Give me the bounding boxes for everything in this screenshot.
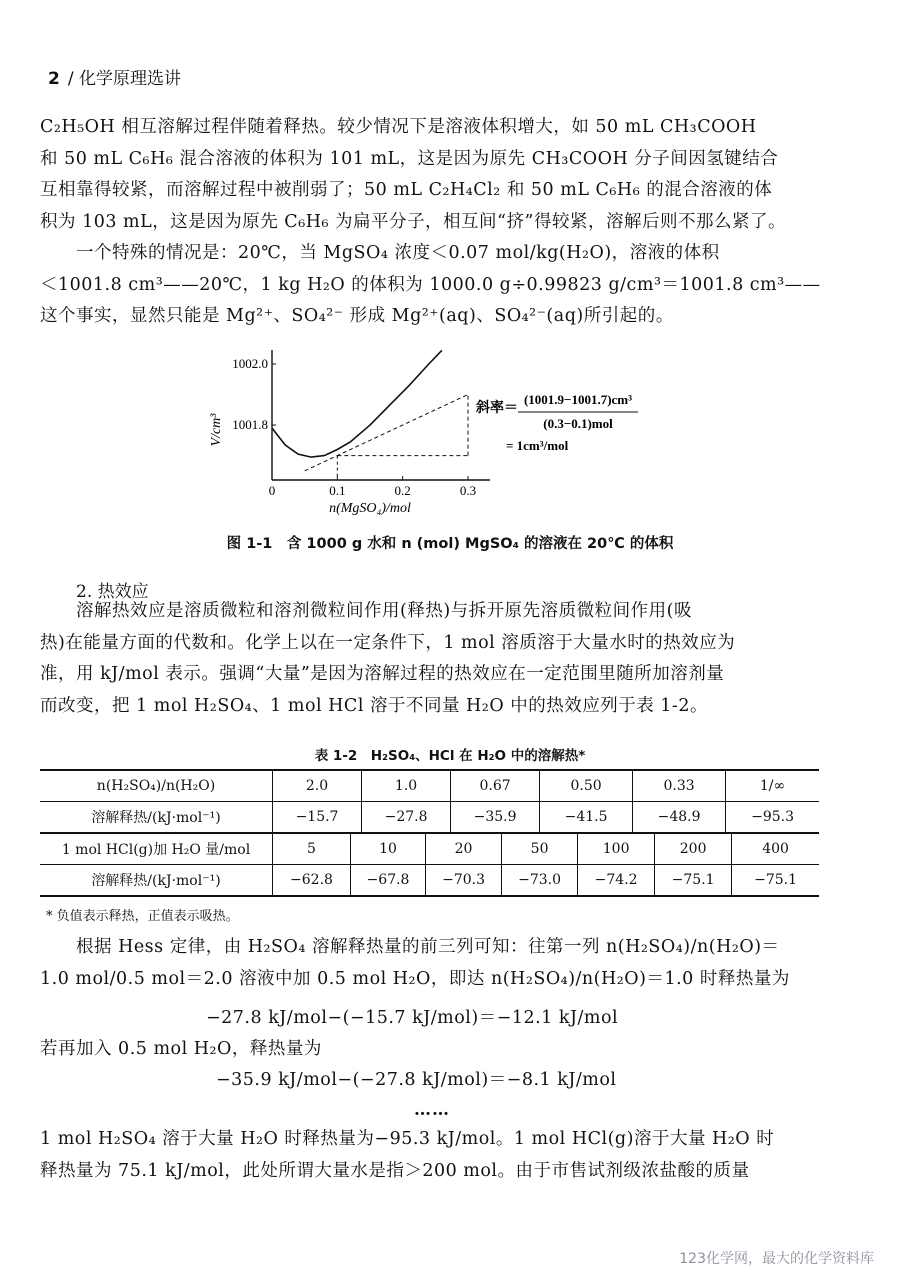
table-cell: 200	[654, 834, 731, 864]
x-tick-label: 0.3	[459, 483, 477, 498]
table-cell: 0.50	[539, 771, 632, 801]
text-line: 准，用 kJ/mol 表示。强调“大量”是因为溶解过程的热效应在一定范围里随所加溶剂量	[40, 664, 725, 684]
text-line: 和 50 mL C₆H₆ 混合溶液的体积为 101 mL，这是因为原先 CH₃COOH 分子间因氢键结合	[40, 148, 779, 169]
table-row	[40, 832, 819, 864]
table-cell: −73.0	[501, 865, 577, 895]
table-cell: −95.3	[725, 802, 819, 832]
table-row	[40, 771, 819, 801]
table-cell: −62.8	[272, 865, 350, 895]
table-cell: −67.8	[350, 865, 425, 895]
equation-1: −27.8 kJ/mol−(−15.7 kJ/mol)＝−12.1 kJ/mol	[206, 1008, 619, 1028]
table-footnote: * 负值表示释热，正值表示吸热。	[46, 909, 239, 924]
tangent-line	[305, 395, 468, 471]
text-line: 1 mol H₂SO₄ 溶于大量 H₂O 时释热量为−95.3 kJ/mol。1 mol HCl(g)溶于大量 H₂O 时	[40, 1129, 775, 1149]
text-line: 积为 103 mL，这是因为原先 C₆H₆ 为扁平分子，相互间“挤”得较紧，溶解后则不那么紧了。	[40, 211, 786, 232]
table-cell: 50	[501, 834, 577, 864]
x-tick-label: 0.2	[394, 483, 411, 498]
text-line: 热)在能量方面的代数和。化学上以在一定条件下，1 mol 溶质溶于大量水时的热效应为	[40, 632, 736, 653]
running-head	[48, 64, 181, 89]
y-tick-label: 1001.8	[232, 417, 268, 433]
table-cell: −75.1	[731, 865, 819, 895]
slope-label: 斜率＝	[476, 401, 518, 416]
table-row	[40, 801, 819, 832]
table-cell: 10	[350, 834, 425, 864]
x-tick-label: 0	[268, 483, 276, 498]
table-cell: 2.0	[272, 771, 361, 801]
dissolution-heat-table	[40, 769, 819, 897]
table-cell: −35.9	[450, 802, 539, 832]
paragraph-2	[40, 238, 830, 333]
paragraph-4	[40, 932, 830, 995]
page-number: 2	[48, 69, 60, 89]
table-cell: 100	[577, 834, 654, 864]
table-row-header: 1 mol HCl(g)加 H₂O 量/mol	[61, 842, 251, 858]
figure-1-1	[0, 340, 900, 516]
table-cell: −41.5	[539, 802, 632, 832]
table-row	[40, 864, 819, 895]
text-line: 释热量为 75.1 kJ/mol，此处所谓大量水是指＞200 mol。由于市售试剂级浓盐酸的质量	[40, 1160, 750, 1181]
table-cell: 1.0	[361, 771, 450, 801]
text-line: 若再加入 0.5 mol H₂O，释热量为	[40, 1039, 322, 1059]
text-line: 1.0 mol/0.5 mol＝2.0 溶液中加 0.5 mol H₂O，即达 n(H₂SO₄)/n(H₂O)＝1.0 时释热量为	[40, 968, 790, 989]
ellipsis: ……	[414, 1100, 450, 1120]
y-axis-label: V/cm³	[209, 413, 224, 447]
text-line: 溶解热效应是溶质微粒和溶剂微粒间作用(释热)与拆开原先溶质微粒间作用(吸	[76, 601, 692, 621]
x-ticks	[269, 476, 476, 498]
table-title: 表 1-2 H₂SO₄、HCl 在 H₂O 中的溶解热*	[314, 748, 586, 764]
text-line: 而改变，把 1 mol H₂SO₄、1 mol HCl 溶于不同量 H₂O 中的热效应列于表 1-2。	[40, 695, 708, 716]
volume-curve	[272, 350, 442, 457]
text-line: C₂H₅OH 相互溶解过程伴随着释热。较少情况下是溶液体积增大，如 50 mL CH₃COOH	[40, 117, 757, 137]
paragraph-4-continued	[40, 1034, 830, 1066]
table-cell: 0.33	[632, 771, 725, 801]
table-cell: 20	[425, 834, 501, 864]
volume-chart	[0, 340, 900, 525]
chapter-title: / 化学原理选讲	[67, 69, 181, 89]
table-row-header: 溶解释热/(kJ·mol⁻¹)	[91, 810, 221, 826]
y-ticks	[232, 356, 276, 432]
slope-numerator: (1001.9−1001.7)cm³	[523, 392, 633, 407]
paragraph-3	[40, 596, 830, 722]
table-cell: −74.2	[577, 865, 654, 895]
table-row-header: 溶解释热/(kJ·mol⁻¹)	[91, 873, 221, 889]
table-cell: −27.8	[361, 802, 450, 832]
slope-result: = 1cm³/mol	[506, 438, 569, 453]
table-cell: 1/∞	[725, 771, 819, 801]
paragraph-5	[40, 1124, 830, 1187]
table-cell: −48.9	[632, 802, 725, 832]
text-line: ＜1001.8 cm³——20℃，1 kg H₂O 的体积为 1000.0 g÷0.99823 g/cm³＝1001.8 cm³——	[40, 274, 821, 295]
text-line: 一个特殊的情况是：20℃，当 MgSO₄ 浓度＜0.07 mol/kg(H₂O)，溶液的体积	[76, 243, 720, 263]
y-tick-label: 1002.0	[232, 356, 268, 371]
table-cell: −70.3	[425, 865, 501, 895]
x-tick-label: 0.1	[329, 483, 346, 498]
text-line: 互相靠得较紧，而溶解过程中被削弱了；50 mL C₂H₄Cl₂ 和 50 mL C₆H₆ 的混合溶液的体	[40, 180, 773, 200]
table-cell: −15.7	[272, 802, 361, 832]
paragraph-1	[40, 112, 830, 238]
slope-denominator: (0.3−0.1)mol	[543, 416, 613, 431]
table-row-header: n(H₂SO₄)/n(H₂O)	[96, 778, 216, 794]
text-line: 这个事实，显然只能是 Mg²⁺、SO₄²⁻ 形成 Mg²⁺(aq)、SO₄²⁻(aq)所引起的。	[40, 306, 674, 326]
site-watermark: 123化学网，最大的化学资料库	[679, 1251, 874, 1267]
figure-caption: 图 1-1 含 1000 g 水和 n (mol) MgSO₄ 的溶液在 20℃ 的体积	[226, 536, 674, 552]
equation-2: −35.9 kJ/mol−(−27.8 kJ/mol)＝−8.1 kJ/mol	[216, 1070, 617, 1090]
table-cell: 400	[731, 834, 819, 864]
table-cell: −75.1	[654, 865, 731, 895]
table-cell: 5	[272, 834, 350, 864]
x-axis-label: n(MgSO₄)/mol	[329, 501, 411, 516]
table-cell: 0.67	[450, 771, 539, 801]
section-heading: 2. 热效应	[76, 582, 149, 602]
text-line: 根据 Hess 定律，由 H₂SO₄ 溶解释热量的前三列可知：往第一列 n(H₂SO₄)/n(H₂O)＝	[76, 937, 780, 957]
